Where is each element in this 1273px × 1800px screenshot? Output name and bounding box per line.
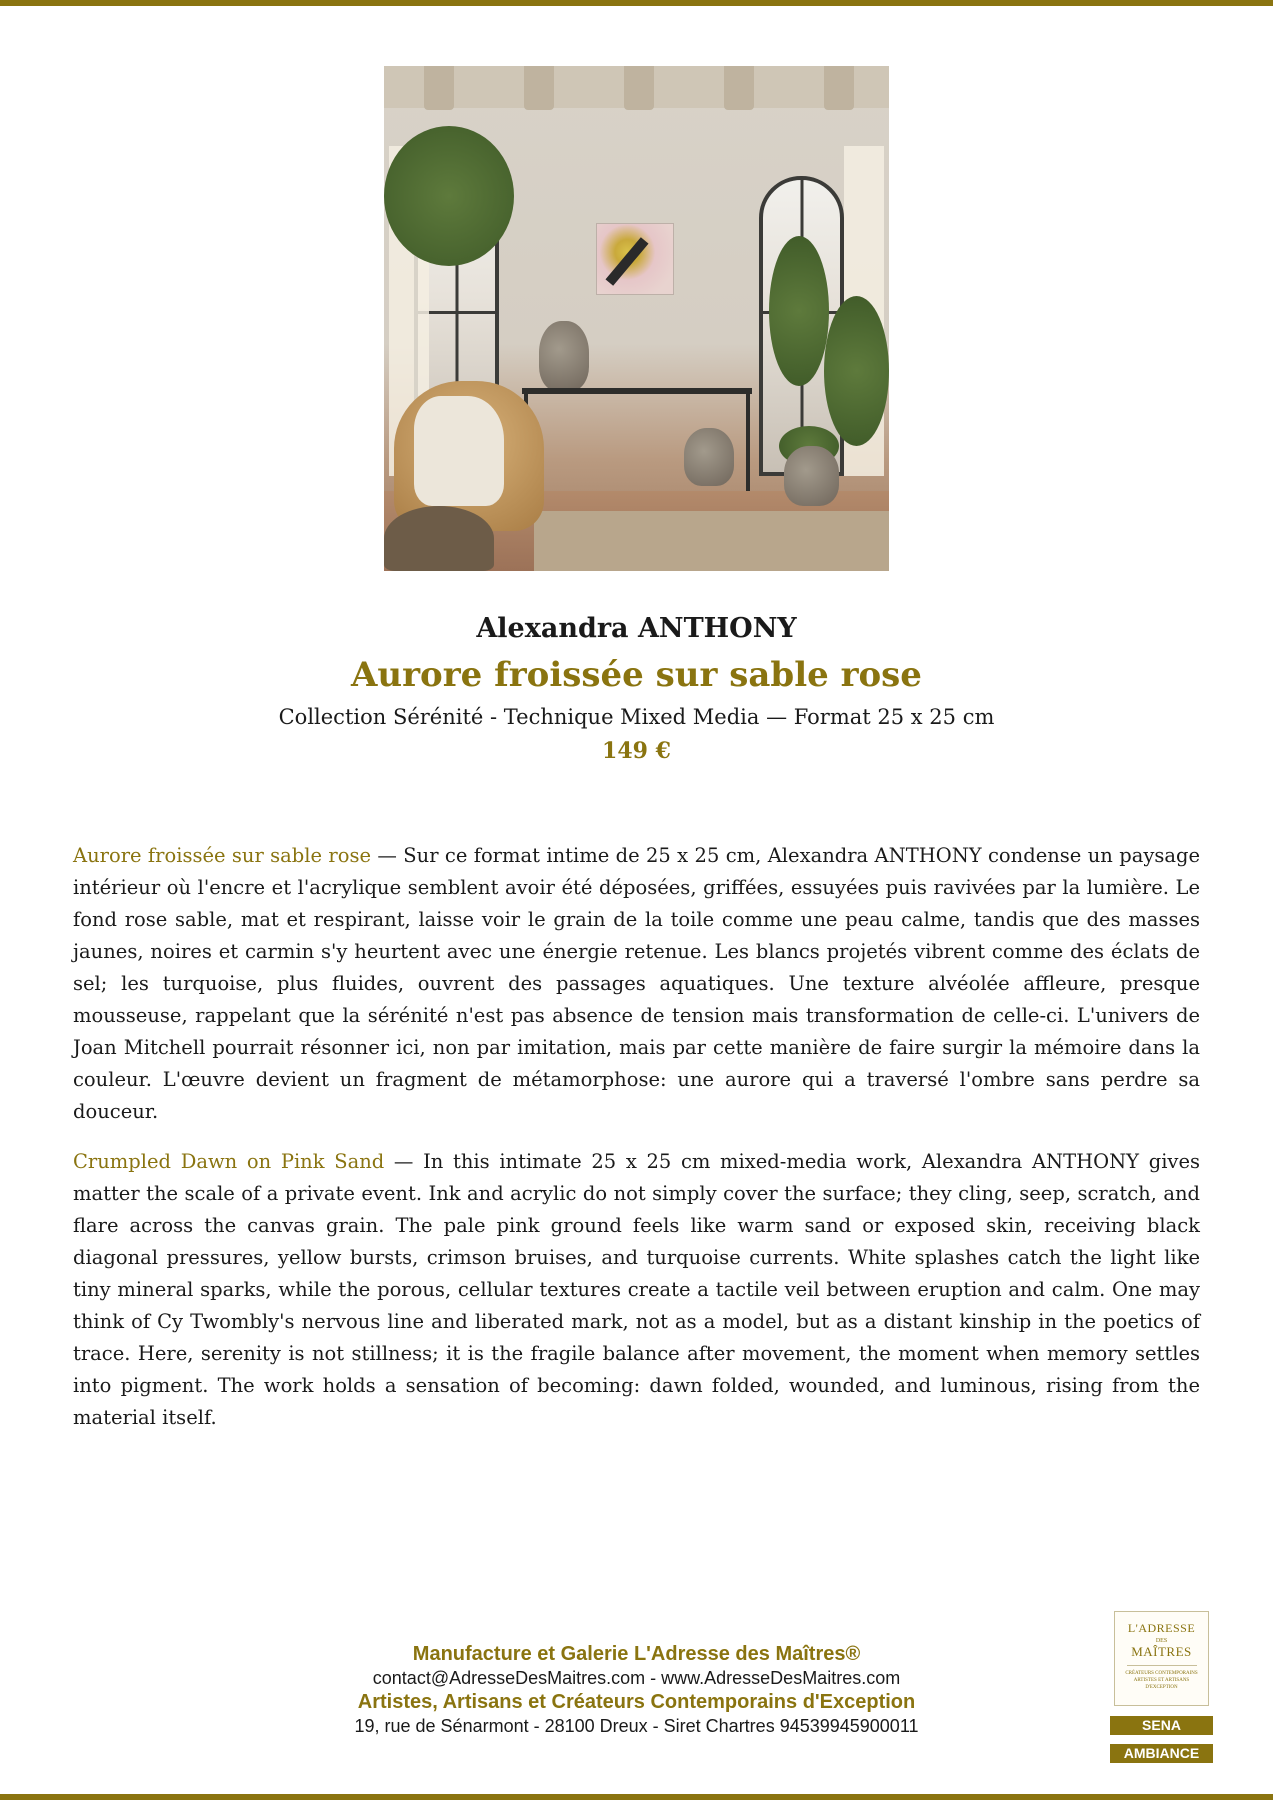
artwork-details: Collection Sérénité - Technique Mixed Media — Format 25 x 25 cm: [278, 705, 995, 729]
photo-table-leg: [746, 394, 750, 501]
logo-line-3: MAÎTRES: [1131, 1644, 1192, 1659]
photo-painting: [596, 223, 674, 295]
artist-name: Alexandra ANTHONY: [476, 613, 797, 644]
artwork-title: Aurore froissée sur sable rose: [351, 655, 922, 695]
footer-address: 19, rue de Sénarmont - 28100 Dreux - Siret Chartres 94539945900011: [354, 1716, 919, 1736]
photo-rug: [534, 511, 889, 571]
footer-tagline: Artistes, Artisans et Créateurs Contemporains d'Exception: [357, 1691, 916, 1713]
description-french: [73, 840, 1200, 1128]
logo-line-2: DES: [1155, 1638, 1168, 1644]
description-english-text: — In this intimate 25 x 25 cm mixed-media work, Alexandra ANTHONY gives matter the scale of a private event. Ink and acrylic do not simply cover the surface; they cling, seep, scratch, and flare across the canvas grain. The pale pink ground feels like warm sand or exposed skin, receiving black diagonal pressures, yellow bursts, crimson bruises, and turquoise currents. White splashes catch the light like tiny mineral sparks, while the porous, cellular textures create a tactile veil between eruption and calm. One may think of Cy Twombly's nervous line and liberated mark, not as a model, but as a distant kinship in the poetics of trace. Here, serenity is not stillness; it is the fragile balance after movement, the moment when memory settles into pigment. The work holds a sensation of becoming: dawn folded, wounded, and luminous, rising from the material itself.: [73, 1150, 1200, 1429]
photo-beam: [424, 66, 454, 110]
footer-gallery-name: Manufacture et Galerie L'Adresse des Maîtres®: [412, 1643, 861, 1665]
description-english-lead: Crumpled Dawn on Pink Sand: [73, 1150, 385, 1173]
description-french-lead: Aurore froissée sur sable rose: [73, 844, 372, 867]
logo-line-4: CRÉATEURS CONTEMPORAINS ARTISTES ET ARTISANS D'EXCEPTION: [1125, 1671, 1198, 1690]
artwork-price: 149 €: [602, 738, 671, 764]
top-border-rule: [0, 0, 1273, 6]
footer: [0, 1642, 1273, 1738]
photo-beam: [824, 66, 854, 110]
gallery-logo: [1114, 1611, 1209, 1706]
photo-side-stool: [384, 506, 494, 571]
photo-beam: [624, 66, 654, 110]
photo-throw-blanket: [414, 396, 504, 506]
logo-line-1: L'ADRESSE: [1127, 1621, 1196, 1635]
photo-vase: [539, 321, 589, 391]
footer-contact: contact@AdresseDesMaitres.com - www.AdresseDesMaitres.com: [372, 1668, 901, 1688]
description-english: [73, 1146, 1200, 1434]
badge-ambiance: AMBIANCE: [1110, 1744, 1213, 1763]
description-french-text: — Sur ce format intime de 25 x 25 cm, Alexandra ANTHONY condense un paysage intérieur où l'encre et l'acrylique semblent avoir été déposées, griffées, essuyées puis ravivées par la lumière. Le fond rose sable, mat et respirant, laisse voir le grain de la toile comme une peau calme, tandis que des masses jaunes, noires et carmin s'y heurtent avec une énergie retenue. Les blancs projetés vibrent comme des éclats de sel; les turquoise, plus fluides, ouvrent des passages aquatiques. Une texture alvéolée affleure, presque mousseuse, rappelant que la sérénité n'est pas absence de tension mais transformation de celle-ci. L'univers de Joan Mitchell pourrait résonner ici, non par imitation, mais par cette manière de faire surgir la mémoire dans la couleur. L'œuvre devient un fragment de métamorphose: une aurore qui a traversé l'ombre sans perdre sa douceur.: [73, 844, 1200, 1123]
photo-olive-tree: [384, 126, 514, 266]
badge-sena: SENA: [1110, 1716, 1213, 1735]
photo-console-table: [522, 388, 752, 394]
bottom-border-rule: [0, 1794, 1273, 1800]
photo-plant: [824, 296, 889, 446]
photo-pot: [784, 446, 839, 506]
logo-divider: [1127, 1665, 1197, 1666]
photo-beam: [724, 66, 754, 110]
photo-beam: [524, 66, 554, 110]
artwork-room-photo: [384, 66, 889, 571]
photo-plant: [769, 236, 829, 386]
photo-pot: [684, 428, 734, 486]
